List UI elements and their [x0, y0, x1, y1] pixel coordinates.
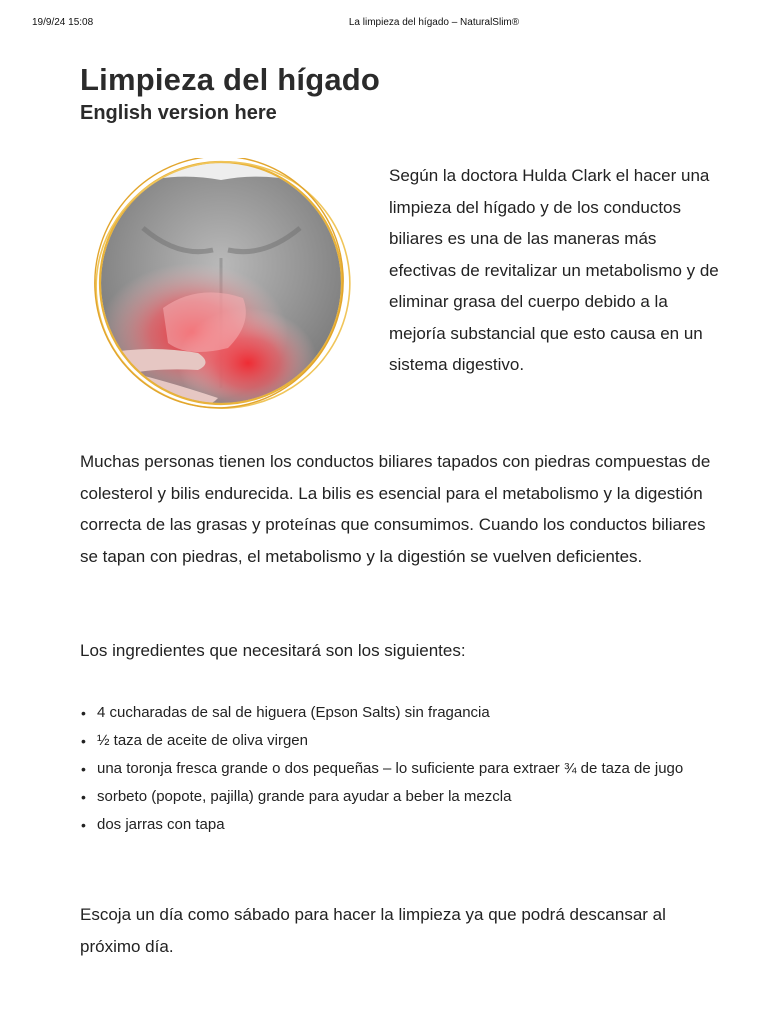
torso-liver-illustration: [78, 158, 368, 428]
closing-paragraph: Escoja un día como sábado para hacer la limpieza ya que podrá descansar al próximo día.: [80, 905, 666, 956]
ingredients-intro: Los ingredientes que necesitará son los siguientes:: [80, 641, 466, 660]
print-header: [0, 0, 768, 30]
intro-paragraph: Según la doctora Hulda Clark el hacer una limpieza del hígado y de los conductos biliares es una de las maneras más efectivas de revitalizar un metabolismo y de eliminar grasa del cuerpo debido a la mejoría substancial que esto causa en un sistema digestivo.: [389, 166, 719, 374]
list-item: • ½ taza de aceite de oliva virgen: [80, 727, 710, 755]
page-title: Limpieza del hígado: [80, 62, 381, 97]
list-item: • sorbeto (popote, pajilla) grande para ayudar a beber la mezcla: [80, 783, 710, 811]
list-item: • dos jarras con tapa: [80, 811, 710, 839]
print-page-title: La limpieza del hígado – NaturalSlim®: [348, 17, 520, 28]
ingredients-list: [80, 699, 710, 839]
list-item: • una toronja fresca grande o dos pequeñas – lo suficiente para extraer ¾ de taza de jugo: [80, 755, 710, 783]
list-item: • 4 cucharadas de sal de higuera (Epson Salts) sin fragancia: [80, 699, 710, 727]
english-version-link[interactable]: English version here: [80, 102, 277, 124]
print-date: 19/9/24 15:08: [32, 17, 94, 28]
bile-duct-paragraph: Muchas personas tienen los conductos biliares tapados con piedras compuestas de colesterol y bilis endurecida. La bilis es esencial para el metabolismo y la digestión correcta de las grasas y proteínas que consumimos. Cuando los conductos biliares se tapan con piedras, el metabolismo y la digestión se vuelven deficientes.: [80, 452, 711, 566]
